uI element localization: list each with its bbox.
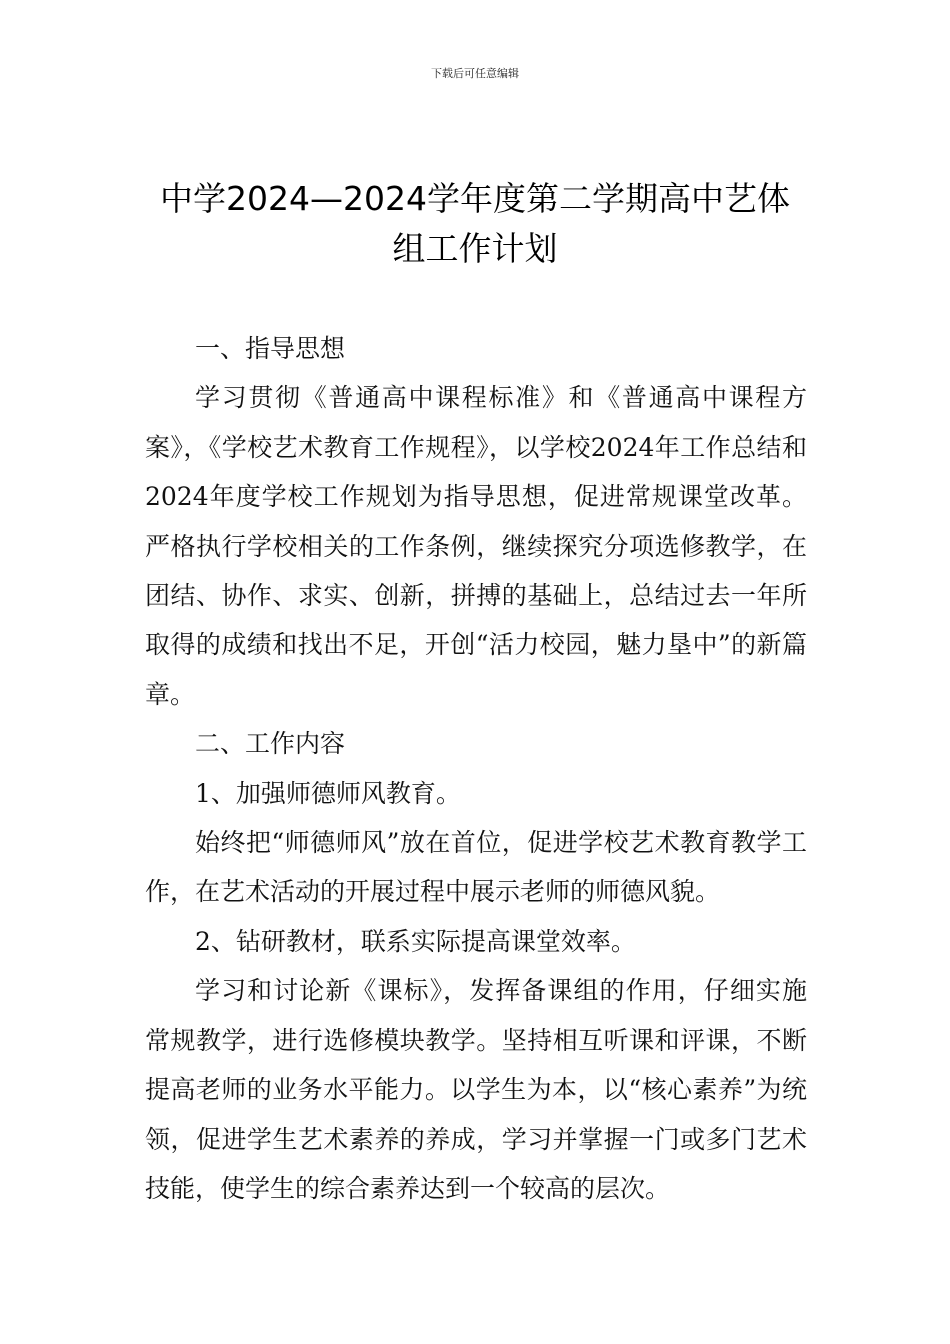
item-heading-teaching-materials: 2、钻研教材，联系实际提高课堂效率。 [195,926,636,956]
paragraph-ethics: 始终把“师德师风”放在首位，促进学校艺术教育教学工作，在艺术活动的开展过程中展示老师的师德风貌。 [145,828,807,907]
section-heading-guiding-ideology: 一、指导思想 [195,334,346,363]
header-note: 下载后可任意编辑 [431,67,519,80]
section-heading-work-content: 二、工作内容 [195,729,346,759]
document-title [140,174,810,274]
item-heading-ethics: 1、加强师德师风教育。 [195,778,461,808]
paragraph-guiding-ideology: 学习贯彻《普通高中课程标准》和《普通高中课程方案》，《学校艺术教育工作规程》，以学校2024年工作总结和2024年度学校工作规划为指导思想，促进常规课堂改革。严格执行学校相关的工作条例，继续探究分项选修教学，在团结、协作、求实、创新，拼搏的基础上，总结过去一年所取得的成绩和找出不足，开创“活力校园，魅力垦中”的新篇章。 [145,383,807,709]
title-line-1: 中学2024—2024学年度第二学期高中艺体 [160,179,790,218]
title-line-2: 组工作计划 [392,229,558,268]
document-body [145,324,807,1213]
paragraph-teaching-materials: 学习和讨论新《课标》，发挥备课组的作用，仔细实施常规教学，进行选修模块教学。坚持相互听课和评课，不断提高老师的业务水平能力。以学生为本，以“核心素养”为统领，促进学生艺术素养的养成，学习并掌握一门或多门艺术技能，使学生的综合素养达到一个较高的层次。 [145,976,807,1203]
